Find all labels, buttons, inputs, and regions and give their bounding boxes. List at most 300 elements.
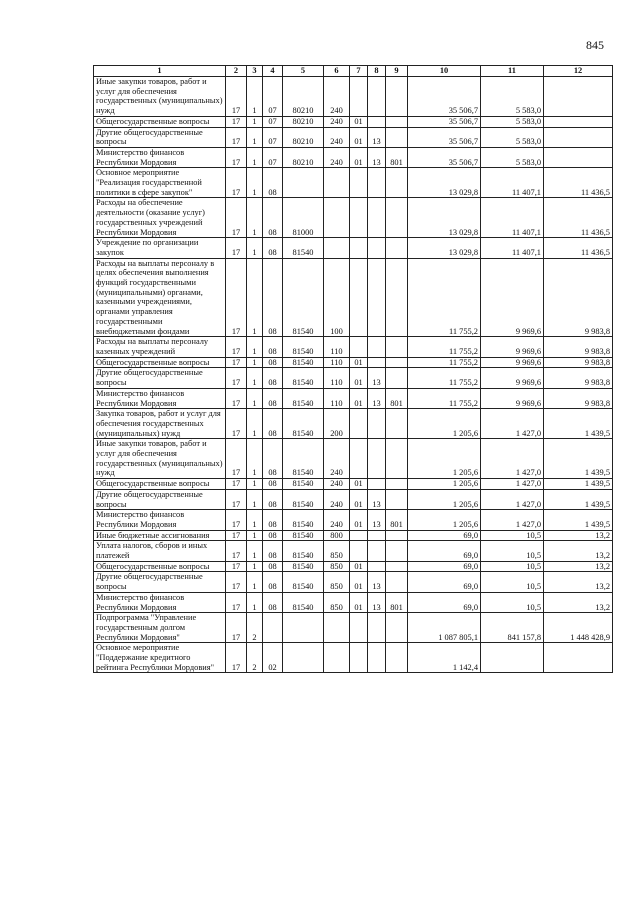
code-cell xyxy=(386,127,408,147)
row-name-cell: Министерство финансов Республики Мордовия xyxy=(94,592,226,612)
code-cell: 81540 xyxy=(283,541,324,561)
code-cell: 13 xyxy=(368,368,386,388)
amount-cell: 11 436,5 xyxy=(544,168,613,198)
code-cell: 81540 xyxy=(283,489,324,509)
code-cell xyxy=(386,77,408,117)
code-cell: 100 xyxy=(324,258,350,337)
code-cell: 08 xyxy=(263,530,283,541)
code-cell: 08 xyxy=(263,592,283,612)
code-cell: 81540 xyxy=(283,337,324,357)
code-cell xyxy=(386,357,408,368)
code-cell xyxy=(350,238,368,258)
code-cell: 1 xyxy=(247,510,263,530)
code-cell: 08 xyxy=(263,409,283,439)
code-cell xyxy=(324,643,350,673)
amount-cell: 1 205,6 xyxy=(408,439,481,479)
code-cell xyxy=(350,198,368,238)
code-cell: 17 xyxy=(226,592,247,612)
code-cell xyxy=(386,337,408,357)
amount-cell: 1 087 805,1 xyxy=(408,613,481,643)
code-cell: 1 xyxy=(247,337,263,357)
code-cell xyxy=(350,168,368,198)
code-cell xyxy=(324,198,350,238)
amount-cell: 9 983,8 xyxy=(544,357,613,368)
code-cell: 2 xyxy=(247,613,263,643)
code-cell xyxy=(368,643,386,673)
table-row xyxy=(94,127,613,147)
amount-cell xyxy=(544,127,613,147)
code-cell: 07 xyxy=(263,77,283,117)
code-cell: 110 xyxy=(324,337,350,357)
code-cell xyxy=(386,613,408,643)
row-name-cell: Общегосударственные вопросы xyxy=(94,479,226,490)
code-cell: 13 xyxy=(368,388,386,408)
code-cell: 1 xyxy=(247,592,263,612)
amount-cell: 11 755,2 xyxy=(408,388,481,408)
code-cell xyxy=(368,337,386,357)
amount-cell: 10,5 xyxy=(481,592,544,612)
column-header: 12 xyxy=(544,66,613,77)
row-name-cell: Общегосударственные вопросы xyxy=(94,561,226,572)
row-name-cell: Иные закупки товаров, работ и услуг для обеспечения государственных (муниципальных) нужд xyxy=(94,77,226,117)
code-cell xyxy=(386,479,408,490)
code-cell: 81540 xyxy=(283,510,324,530)
code-cell: 240 xyxy=(324,479,350,490)
code-cell: 01 xyxy=(350,116,368,127)
amount-cell: 5 583,0 xyxy=(481,127,544,147)
code-cell xyxy=(368,238,386,258)
code-cell: 17 xyxy=(226,541,247,561)
amount-cell: 11 755,2 xyxy=(408,368,481,388)
code-cell xyxy=(368,530,386,541)
column-header: 10 xyxy=(408,66,481,77)
code-cell: 1 xyxy=(247,168,263,198)
code-cell: 81540 xyxy=(283,258,324,337)
code-cell: 17 xyxy=(226,561,247,572)
table-row xyxy=(94,561,613,572)
amount-cell: 1 439,5 xyxy=(544,510,613,530)
row-name-cell: Министерство финансов Республики Мордовия xyxy=(94,147,226,167)
code-cell: 80210 xyxy=(283,116,324,127)
row-name-cell: Министерство финансов Республики Мордовия xyxy=(94,388,226,408)
amount-cell: 9 969,6 xyxy=(481,368,544,388)
code-cell: 01 xyxy=(350,127,368,147)
row-name-cell: Министерство финансов Республики Мордовия xyxy=(94,510,226,530)
table-row xyxy=(94,510,613,530)
row-name-cell: Подпрограмма "Управление государственным долгом Республики Мордовия" xyxy=(94,613,226,643)
code-cell: 08 xyxy=(263,168,283,198)
amount-cell: 13 029,8 xyxy=(408,198,481,238)
code-cell: 2 xyxy=(247,643,263,673)
code-cell: 240 xyxy=(324,489,350,509)
code-cell: 02 xyxy=(263,643,283,673)
amount-cell: 1 439,5 xyxy=(544,439,613,479)
table-row xyxy=(94,409,613,439)
amount-cell: 9 969,6 xyxy=(481,258,544,337)
code-cell: 81540 xyxy=(283,479,324,490)
code-cell: 08 xyxy=(263,198,283,238)
code-cell: 80210 xyxy=(283,127,324,147)
column-header: 5 xyxy=(283,66,324,77)
code-cell: 240 xyxy=(324,439,350,479)
code-cell: 08 xyxy=(263,238,283,258)
amount-cell xyxy=(544,147,613,167)
code-cell: 17 xyxy=(226,258,247,337)
code-cell: 17 xyxy=(226,116,247,127)
row-name-cell: Общегосударственные вопросы xyxy=(94,357,226,368)
code-cell: 17 xyxy=(226,643,247,673)
code-cell: 08 xyxy=(263,489,283,509)
amount-cell: 35 506,7 xyxy=(408,127,481,147)
amount-cell: 841 157,8 xyxy=(481,613,544,643)
code-cell: 1 xyxy=(247,439,263,479)
code-cell xyxy=(386,116,408,127)
code-cell: 240 xyxy=(324,77,350,117)
amount-cell: 35 506,7 xyxy=(408,77,481,117)
code-cell xyxy=(386,168,408,198)
code-cell: 13 xyxy=(368,592,386,612)
amount-cell: 35 506,7 xyxy=(408,116,481,127)
table-row xyxy=(94,368,613,388)
code-cell: 80210 xyxy=(283,147,324,167)
code-cell: 110 xyxy=(324,388,350,408)
code-cell: 110 xyxy=(324,368,350,388)
code-cell: 01 xyxy=(350,388,368,408)
amount-cell: 1 205,6 xyxy=(408,479,481,490)
code-cell: 801 xyxy=(386,388,408,408)
budget-table xyxy=(93,65,613,673)
row-name-cell: Расходы на выплаты персоналу в целях обеспечения выполнения функций государственными (муниципальными) органами, казенными учреждениями, органами управления государственными внебюджетными фондами xyxy=(94,258,226,337)
amount-cell: 13,2 xyxy=(544,530,613,541)
table-header-row xyxy=(94,66,613,77)
table-row xyxy=(94,168,613,198)
code-cell xyxy=(368,409,386,439)
code-cell: 17 xyxy=(226,439,247,479)
page-number: 845 xyxy=(586,38,604,52)
amount-cell: 1 427,0 xyxy=(481,489,544,509)
amount-cell xyxy=(544,116,613,127)
amount-cell xyxy=(544,77,613,117)
code-cell: 08 xyxy=(263,357,283,368)
amount-cell: 11 436,5 xyxy=(544,198,613,238)
code-cell xyxy=(386,238,408,258)
code-cell: 01 xyxy=(350,479,368,490)
code-cell: 01 xyxy=(350,147,368,167)
code-cell: 08 xyxy=(263,439,283,479)
code-cell: 08 xyxy=(263,541,283,561)
row-name-cell: Закупка товаров, работ и услуг для обеспечения государственных (муниципальных) нужд xyxy=(94,409,226,439)
code-cell: 1 xyxy=(247,530,263,541)
code-cell: 08 xyxy=(263,479,283,490)
table-row xyxy=(94,147,613,167)
code-cell xyxy=(386,258,408,337)
table-body xyxy=(94,77,613,673)
code-cell: 1 xyxy=(247,409,263,439)
row-name-cell: Основное мероприятие "Поддержание кредитного рейтинга Республики Мордовия" xyxy=(94,643,226,673)
code-cell: 01 xyxy=(350,572,368,592)
table-row xyxy=(94,592,613,612)
code-cell: 110 xyxy=(324,357,350,368)
column-header: 6 xyxy=(324,66,350,77)
code-cell: 17 xyxy=(226,489,247,509)
code-cell: 1 xyxy=(247,127,263,147)
row-name-cell: Основное мероприятие "Реализация государственной политики в сфере закупок" xyxy=(94,168,226,198)
code-cell xyxy=(368,479,386,490)
code-cell: 13 xyxy=(368,127,386,147)
code-cell: 81540 xyxy=(283,561,324,572)
column-header: 2 xyxy=(226,66,247,77)
code-cell: 17 xyxy=(226,572,247,592)
table-row xyxy=(94,357,613,368)
code-cell: 81540 xyxy=(283,368,324,388)
amount-cell: 1 427,0 xyxy=(481,479,544,490)
amount-cell: 1 439,5 xyxy=(544,409,613,439)
amount-cell: 69,0 xyxy=(408,561,481,572)
code-cell xyxy=(368,541,386,561)
code-cell xyxy=(350,77,368,117)
column-header: 3 xyxy=(247,66,263,77)
code-cell: 1 xyxy=(247,479,263,490)
code-cell: 08 xyxy=(263,368,283,388)
amount-cell: 69,0 xyxy=(408,592,481,612)
row-name-cell: Другие общегосударственные вопросы xyxy=(94,127,226,147)
code-cell: 13 xyxy=(368,510,386,530)
code-cell xyxy=(368,613,386,643)
code-cell xyxy=(324,238,350,258)
code-cell: 17 xyxy=(226,510,247,530)
code-cell: 1 xyxy=(247,258,263,337)
code-cell xyxy=(386,368,408,388)
code-cell: 850 xyxy=(324,592,350,612)
code-cell: 1 xyxy=(247,116,263,127)
amount-cell: 11 407,1 xyxy=(481,238,544,258)
code-cell: 13 xyxy=(368,489,386,509)
column-header: 9 xyxy=(386,66,408,77)
column-header: 11 xyxy=(481,66,544,77)
row-name-cell: Расходы на выплаты персоналу казенных учреждений xyxy=(94,337,226,357)
code-cell: 1 xyxy=(247,541,263,561)
code-cell: 1 xyxy=(247,147,263,167)
amount-cell: 10,5 xyxy=(481,541,544,561)
code-cell: 1 xyxy=(247,489,263,509)
code-cell: 08 xyxy=(263,388,283,408)
code-cell xyxy=(368,77,386,117)
code-cell: 17 xyxy=(226,530,247,541)
code-cell xyxy=(368,561,386,572)
table-row xyxy=(94,258,613,337)
amount-cell: 11 755,2 xyxy=(408,357,481,368)
amount-cell: 10,5 xyxy=(481,561,544,572)
amount-cell: 9 969,6 xyxy=(481,357,544,368)
code-cell: 08 xyxy=(263,258,283,337)
amount-cell: 1 427,0 xyxy=(481,409,544,439)
row-name-cell: Уплата налогов, сборов и иных платежей xyxy=(94,541,226,561)
code-cell xyxy=(386,572,408,592)
code-cell xyxy=(386,541,408,561)
code-cell: 17 xyxy=(226,388,247,408)
amount-cell: 1 439,5 xyxy=(544,479,613,490)
amount-cell: 1 205,6 xyxy=(408,409,481,439)
code-cell xyxy=(283,613,324,643)
amount-cell: 9 969,6 xyxy=(481,337,544,357)
code-cell: 1 xyxy=(247,198,263,238)
amount-cell: 13,2 xyxy=(544,592,613,612)
table-row xyxy=(94,489,613,509)
code-cell xyxy=(283,643,324,673)
amount-cell: 11 407,1 xyxy=(481,168,544,198)
code-cell: 81540 xyxy=(283,530,324,541)
amount-cell: 11 407,1 xyxy=(481,198,544,238)
code-cell: 81540 xyxy=(283,357,324,368)
code-cell: 801 xyxy=(386,147,408,167)
amount-cell: 5 583,0 xyxy=(481,77,544,117)
table-row xyxy=(94,337,613,357)
row-name-cell: Другие общегосударственные вопросы xyxy=(94,489,226,509)
code-cell: 81540 xyxy=(283,238,324,258)
code-cell: 07 xyxy=(263,147,283,167)
code-cell: 81540 xyxy=(283,572,324,592)
row-name-cell: Общегосударственные вопросы xyxy=(94,116,226,127)
code-cell: 01 xyxy=(350,561,368,572)
amount-cell: 1 439,5 xyxy=(544,489,613,509)
code-cell: 07 xyxy=(263,116,283,127)
code-cell: 800 xyxy=(324,530,350,541)
amount-cell: 11 755,2 xyxy=(408,258,481,337)
code-cell: 01 xyxy=(350,368,368,388)
code-cell: 1 xyxy=(247,238,263,258)
code-cell: 240 xyxy=(324,116,350,127)
amount-cell: 1 448 428,9 xyxy=(544,613,613,643)
code-cell: 17 xyxy=(226,147,247,167)
code-cell: 850 xyxy=(324,561,350,572)
table-row xyxy=(94,479,613,490)
amount-cell xyxy=(544,643,613,673)
code-cell xyxy=(283,168,324,198)
code-cell xyxy=(368,258,386,337)
table-row xyxy=(94,116,613,127)
code-cell: 13 xyxy=(368,572,386,592)
table-row xyxy=(94,439,613,479)
amount-cell: 10,5 xyxy=(481,572,544,592)
code-cell: 17 xyxy=(226,368,247,388)
code-cell: 08 xyxy=(263,337,283,357)
code-cell xyxy=(324,168,350,198)
code-cell: 1 xyxy=(247,357,263,368)
code-cell: 1 xyxy=(247,77,263,117)
code-cell: 01 xyxy=(350,510,368,530)
code-cell: 17 xyxy=(226,337,247,357)
code-cell xyxy=(386,530,408,541)
amount-cell: 13,2 xyxy=(544,541,613,561)
amount-cell: 13,2 xyxy=(544,572,613,592)
amount-cell: 9 983,8 xyxy=(544,258,613,337)
table-row xyxy=(94,388,613,408)
amount-cell: 9 983,8 xyxy=(544,368,613,388)
row-name-cell: Расходы на обеспечение деятельности (оказание услуг) государственных учреждений Республики Мордовия xyxy=(94,198,226,238)
amount-cell xyxy=(481,643,544,673)
code-cell: 1 xyxy=(247,572,263,592)
code-cell xyxy=(350,541,368,561)
amount-cell: 9 969,6 xyxy=(481,388,544,408)
code-cell: 17 xyxy=(226,238,247,258)
column-header: 4 xyxy=(263,66,283,77)
amount-cell: 10,5 xyxy=(481,530,544,541)
amount-cell: 13,2 xyxy=(544,561,613,572)
row-name-cell: Учреждение по организации закупок xyxy=(94,238,226,258)
column-header: 8 xyxy=(368,66,386,77)
code-cell: 850 xyxy=(324,572,350,592)
code-cell xyxy=(350,439,368,479)
code-cell: 1 xyxy=(247,561,263,572)
amount-cell: 69,0 xyxy=(408,530,481,541)
code-cell xyxy=(350,409,368,439)
code-cell xyxy=(386,561,408,572)
row-name-cell: Иные бюджетные ассигнования xyxy=(94,530,226,541)
amount-cell: 1 142,4 xyxy=(408,643,481,673)
code-cell: 17 xyxy=(226,77,247,117)
code-cell xyxy=(350,643,368,673)
table-row xyxy=(94,643,613,673)
code-cell: 240 xyxy=(324,510,350,530)
row-name-cell: Иные закупки товаров, работ и услуг для обеспечения государственных (муниципальных) нужд xyxy=(94,439,226,479)
code-cell: 17 xyxy=(226,127,247,147)
code-cell: 07 xyxy=(263,127,283,147)
code-cell xyxy=(263,613,283,643)
table-row xyxy=(94,530,613,541)
amount-cell: 5 583,0 xyxy=(481,116,544,127)
code-cell xyxy=(350,337,368,357)
code-cell xyxy=(386,489,408,509)
code-cell: 80210 xyxy=(283,77,324,117)
code-cell: 17 xyxy=(226,168,247,198)
amount-cell: 1 427,0 xyxy=(481,439,544,479)
code-cell xyxy=(368,168,386,198)
table-row xyxy=(94,198,613,238)
table-row xyxy=(94,613,613,643)
amount-cell: 1 205,6 xyxy=(408,489,481,509)
code-cell: 1 xyxy=(247,368,263,388)
code-cell: 850 xyxy=(324,541,350,561)
amount-cell: 11 755,2 xyxy=(408,337,481,357)
table-row xyxy=(94,77,613,117)
code-cell: 81000 xyxy=(283,198,324,238)
table-row xyxy=(94,541,613,561)
code-cell: 13 xyxy=(368,147,386,167)
amount-cell: 1 427,0 xyxy=(481,510,544,530)
column-header: 1 xyxy=(94,66,226,77)
code-cell: 801 xyxy=(386,592,408,612)
amount-cell: 35 506,7 xyxy=(408,147,481,167)
row-name-cell: Другие общегосударственные вопросы xyxy=(94,572,226,592)
code-cell: 17 xyxy=(226,479,247,490)
code-cell: 17 xyxy=(226,357,247,368)
code-cell xyxy=(350,530,368,541)
code-cell xyxy=(368,198,386,238)
code-cell: 240 xyxy=(324,147,350,167)
code-cell xyxy=(368,116,386,127)
code-cell: 801 xyxy=(386,510,408,530)
row-name-cell: Другие общегосударственные вопросы xyxy=(94,368,226,388)
code-cell: 01 xyxy=(350,489,368,509)
code-cell: 17 xyxy=(226,198,247,238)
code-cell xyxy=(368,357,386,368)
amount-cell: 9 983,8 xyxy=(544,337,613,357)
code-cell: 81540 xyxy=(283,388,324,408)
code-cell: 200 xyxy=(324,409,350,439)
amount-cell: 13 029,8 xyxy=(408,238,481,258)
code-cell: 08 xyxy=(263,572,283,592)
code-cell: 08 xyxy=(263,561,283,572)
